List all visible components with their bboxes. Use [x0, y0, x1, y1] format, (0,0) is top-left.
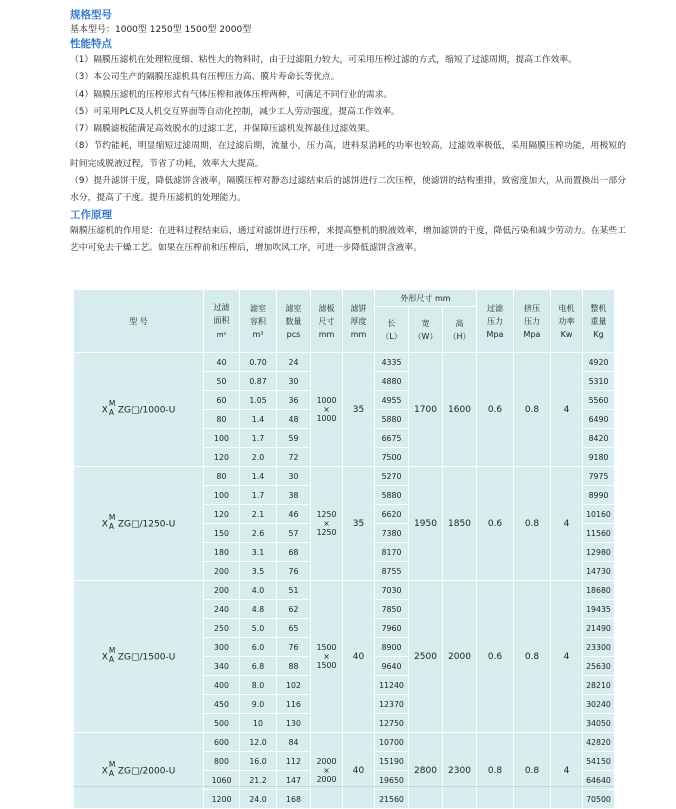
height-cell: 2300: [443, 733, 477, 809]
length-cell: 5880: [375, 410, 409, 429]
weight-cell: 23300: [583, 638, 615, 657]
model-cell: X M A ZG□/1250-U: [74, 467, 204, 581]
area-cell: 300: [204, 638, 240, 657]
weight-cell: 25630: [583, 657, 615, 676]
area-cell: 80: [204, 467, 240, 486]
volume-cell: 0.87: [240, 372, 277, 391]
area-cell: 200: [204, 562, 240, 581]
weight-cell: 7975: [583, 467, 615, 486]
feature-item: （4）隔膜压滤机的压榨形式有气体压榨和液体压榨两种，可满足不同行业的需求。: [70, 89, 393, 100]
press-pressure-cell: 0.8: [514, 353, 551, 467]
volume-cell: 4.8: [240, 600, 277, 619]
feature-item: （5）可采用PLC及人机交互界面等自动化控制，减少工人劳动强度，提高工作效率。: [70, 106, 400, 117]
plates-cell: 147: [277, 771, 311, 790]
length-cell: 4955: [375, 391, 409, 410]
weight-cell: 5560: [583, 391, 615, 410]
area-cell: 120: [204, 448, 240, 467]
feature-item: （7）隔膜滤板能满足高效脱水的过滤工艺，并保障压滤机发挥最佳过滤效果。: [70, 124, 375, 135]
area-cell: 120: [204, 505, 240, 524]
header-length: 长 （L）: [375, 307, 409, 353]
length-cell: 12370: [375, 695, 409, 714]
weight-cell: 21490: [583, 619, 615, 638]
filt-pressure-cell: 0.6: [477, 353, 514, 467]
header-volume: 滤室 容积 m³: [240, 290, 277, 353]
cake-cell: 40: [343, 581, 375, 733]
volume-cell: 2.1: [240, 505, 277, 524]
length-cell: 4335: [375, 353, 409, 372]
length-cell: 7500: [375, 448, 409, 467]
weight-cell: 64640: [583, 771, 615, 790]
model-cell: X M A ZG□/2000-U: [74, 733, 204, 809]
table-row: [74, 467, 615, 486]
area-cell: 180: [204, 543, 240, 562]
header-model: 型 号: [74, 290, 204, 353]
weight-cell: 54150: [583, 752, 615, 771]
volume-cell: 16.0: [240, 752, 277, 771]
plates-cell: 30: [277, 467, 311, 486]
weight-cell: 4920: [583, 353, 615, 372]
length-cell: 8900: [375, 638, 409, 657]
width-cell: 2800: [409, 733, 443, 809]
model-cell: X M A ZG□/1500-U: [74, 581, 204, 733]
weight-cell: 6490: [583, 410, 615, 429]
plates-cell: 168: [277, 790, 311, 809]
length-cell: 5270: [375, 467, 409, 486]
plates-cell: 48: [277, 410, 311, 429]
plates-cell: 59: [277, 429, 311, 448]
area-cell: 1200: [204, 790, 240, 809]
length-cell: 7960: [375, 619, 409, 638]
plates-cell: 84: [277, 733, 311, 752]
length-cell: 9640: [375, 657, 409, 676]
plates-cell: 76: [277, 562, 311, 581]
header-filt-pressure: 过滤 压力 Mpa: [477, 290, 514, 353]
plate-size-cell: 1000 × 1000: [311, 353, 343, 467]
header-height: 高 （H）: [443, 307, 477, 353]
table-row: [74, 353, 615, 372]
volume-cell: 1.4: [240, 410, 277, 429]
basic-models: 基本型号：1000型 1250型 1500型 2000型: [70, 25, 252, 35]
features-title: 性能特点: [70, 38, 112, 50]
feature-item: （1）隔膜压滤机在处理粒度细、粘性大的物料时，由于过滤阻力较大，可采用压榨过滤的方式，缩短了过滤周期，提高工作效率。: [70, 55, 578, 65]
plates-cell: 68: [277, 543, 311, 562]
volume-cell: 9.0: [240, 695, 277, 714]
weight-cell: 11560: [583, 524, 615, 543]
volume-cell: 5.0: [240, 619, 277, 638]
width-cell: 2500: [409, 581, 443, 733]
volume-cell: 24.0: [240, 790, 277, 809]
weight-cell: 12980: [583, 543, 615, 562]
document-body: [70, 8, 626, 257]
area-cell: 40: [204, 353, 240, 372]
volume-cell: 10: [240, 714, 277, 733]
principle-text: 隔膜压滤机的作用是：在进料过程结束后，通过对滤饼进行压榨，来提高整机的脱液效率，增加滤饼的干度，降低污染和减少劳动力。在某些工艺中可免去干燥工艺。如果在压榨前和压榨后，增加吹风工序，可进一步降低滤饼含液率。: [70, 225, 626, 253]
area-cell: 500: [204, 714, 240, 733]
header-width: 宽 （W）: [409, 307, 443, 353]
plate-size-cell: 1250 × 1250: [311, 467, 343, 581]
length-cell: 7850: [375, 600, 409, 619]
plates-cell: 62: [277, 600, 311, 619]
plates-cell: 24: [277, 353, 311, 372]
length-cell: 6620: [375, 505, 409, 524]
width-cell: 1700: [409, 353, 443, 467]
plates-cell: 112: [277, 752, 311, 771]
volume-cell: 3.1: [240, 543, 277, 562]
height-cell: 1850: [443, 467, 477, 581]
volume-cell: 6.0: [240, 638, 277, 657]
press-pressure-cell: 0.8: [514, 733, 551, 809]
volume-cell: 21.2: [240, 771, 277, 790]
weight-cell: 8420: [583, 429, 615, 448]
length-cell: 5880: [375, 486, 409, 505]
area-cell: 150: [204, 524, 240, 543]
plates-cell: 72: [277, 448, 311, 467]
area-cell: 80: [204, 410, 240, 429]
header-motor: 电机 功率 Kw: [551, 290, 583, 353]
width-cell: 1950: [409, 467, 443, 581]
volume-cell: 1.7: [240, 429, 277, 448]
length-cell: 8170: [375, 543, 409, 562]
weight-cell: 34050: [583, 714, 615, 733]
weight-cell: 5310: [583, 372, 615, 391]
filt-pressure-cell: 0.6: [477, 581, 514, 733]
weight-cell: 30240: [583, 695, 615, 714]
filt-pressure-cell: 0.6: [477, 467, 514, 581]
model-cell: X M A ZG□/1000-U: [74, 353, 204, 467]
plates-cell: 130: [277, 714, 311, 733]
spec-table: [73, 289, 615, 809]
area-cell: 240: [204, 600, 240, 619]
header-plate-size: 滤板 尺寸 mm: [311, 290, 343, 353]
plates-cell: 46: [277, 505, 311, 524]
area-cell: 800: [204, 752, 240, 771]
area-cell: 400: [204, 676, 240, 695]
header-press-pressure: 挤压 压力 Mpa: [514, 290, 551, 353]
weight-cell: 42820: [583, 733, 615, 752]
height-cell: 1600: [443, 353, 477, 467]
volume-cell: 8.0: [240, 676, 277, 695]
plates-cell: 38: [277, 486, 311, 505]
press-pressure-cell: 0.8: [514, 467, 551, 581]
spec-title: 规格型号: [70, 9, 112, 21]
weight-cell: 9180: [583, 448, 615, 467]
length-cell: 8755: [375, 562, 409, 581]
header-dims: 外形尺寸 mm: [375, 290, 477, 307]
length-cell: 12750: [375, 714, 409, 733]
motor-cell: 4: [551, 581, 583, 733]
plates-cell: 76: [277, 638, 311, 657]
plates-cell: 65: [277, 619, 311, 638]
area-cell: 1060: [204, 771, 240, 790]
area-cell: 100: [204, 486, 240, 505]
features-list: [70, 52, 626, 208]
plates-cell: 51: [277, 581, 311, 600]
length-cell: 6675: [375, 429, 409, 448]
plates-cell: 57: [277, 524, 311, 543]
plate-size-cell: 2000 × 2000: [311, 733, 343, 809]
weight-cell: 28210: [583, 676, 615, 695]
plates-cell: 102: [277, 676, 311, 695]
header-weight: 整机 重量 Kg: [583, 290, 615, 353]
height-cell: 2000: [443, 581, 477, 733]
volume-cell: 3.5: [240, 562, 277, 581]
plate-size-cell: 1500 × 1500: [311, 581, 343, 733]
length-cell: 10700: [375, 733, 409, 752]
volume-cell: 0.70: [240, 353, 277, 372]
weight-cell: 18680: [583, 581, 615, 600]
volume-cell: 6.8: [240, 657, 277, 676]
header-cake: 滤饼 厚度 mm: [343, 290, 375, 353]
table-row: [74, 581, 615, 600]
cake-cell: 35: [343, 353, 375, 467]
plates-cell: 36: [277, 391, 311, 410]
area-cell: 100: [204, 429, 240, 448]
volume-cell: 4.0: [240, 581, 277, 600]
plates-cell: 116: [277, 695, 311, 714]
weight-cell: 10160: [583, 505, 615, 524]
plates-cell: 88: [277, 657, 311, 676]
header-plates: 滤室 数量 pcs: [277, 290, 311, 353]
length-cell: 19650: [375, 771, 409, 790]
cake-cell: 35: [343, 467, 375, 581]
press-pressure-cell: 0.8: [514, 581, 551, 733]
table-row: [74, 733, 615, 752]
volume-cell: 2.6: [240, 524, 277, 543]
feature-item: （9）提升滤饼干度，降低滤饼含液率，隔膜压榨对静态过滤结束后的滤饼进行二次压榨，使滤饼的结构重排，致密度加大，从而置换出一部分水分，提高了干度。提升压滤机的处理能力。: [70, 176, 626, 204]
filt-pressure-cell: 0.8: [477, 733, 514, 809]
area-cell: 60: [204, 391, 240, 410]
length-cell: 21560: [375, 790, 409, 809]
area-cell: 340: [204, 657, 240, 676]
principle-title: 工作原理: [70, 208, 112, 221]
area-cell: 50: [204, 372, 240, 391]
weight-cell: 19435: [583, 600, 615, 619]
cake-cell: 40: [343, 733, 375, 809]
length-cell: 7380: [375, 524, 409, 543]
feature-item: （8）节约能耗，明显缩短过滤周期，在过滤后期，流量小，压力高，进料泵消耗的功率也较高，过滤效率极低，采用隔膜压榨功能，用极短的时间完成脱液过程，节省了功耗，效率大大提高。: [70, 141, 626, 169]
area-cell: 450: [204, 695, 240, 714]
header-area: 过滤 面积 m²: [204, 290, 240, 353]
length-cell: 4880: [375, 372, 409, 391]
weight-cell: 8990: [583, 486, 615, 505]
volume-cell: 1.7: [240, 486, 277, 505]
plates-cell: 30: [277, 372, 311, 391]
table-header: [74, 290, 615, 353]
volume-cell: 12.0: [240, 733, 277, 752]
feature-item: （3）本公司生产的隔膜压滤机具有压榨压力高、膜片寿命长等优点。: [70, 72, 340, 83]
length-cell: 7030: [375, 581, 409, 600]
motor-cell: 4: [551, 733, 583, 809]
weight-cell: 14730: [583, 562, 615, 581]
volume-cell: 1.4: [240, 467, 277, 486]
weight-cell: 70500: [583, 790, 615, 809]
area-cell: 200: [204, 581, 240, 600]
area-cell: 250: [204, 619, 240, 638]
area-cell: 600: [204, 733, 240, 752]
motor-cell: 4: [551, 467, 583, 581]
length-cell: 15190: [375, 752, 409, 771]
length-cell: 11240: [375, 676, 409, 695]
motor-cell: 4: [551, 353, 583, 467]
table-body: [74, 353, 615, 809]
volume-cell: 1.05: [240, 391, 277, 410]
volume-cell: 2.0: [240, 448, 277, 467]
